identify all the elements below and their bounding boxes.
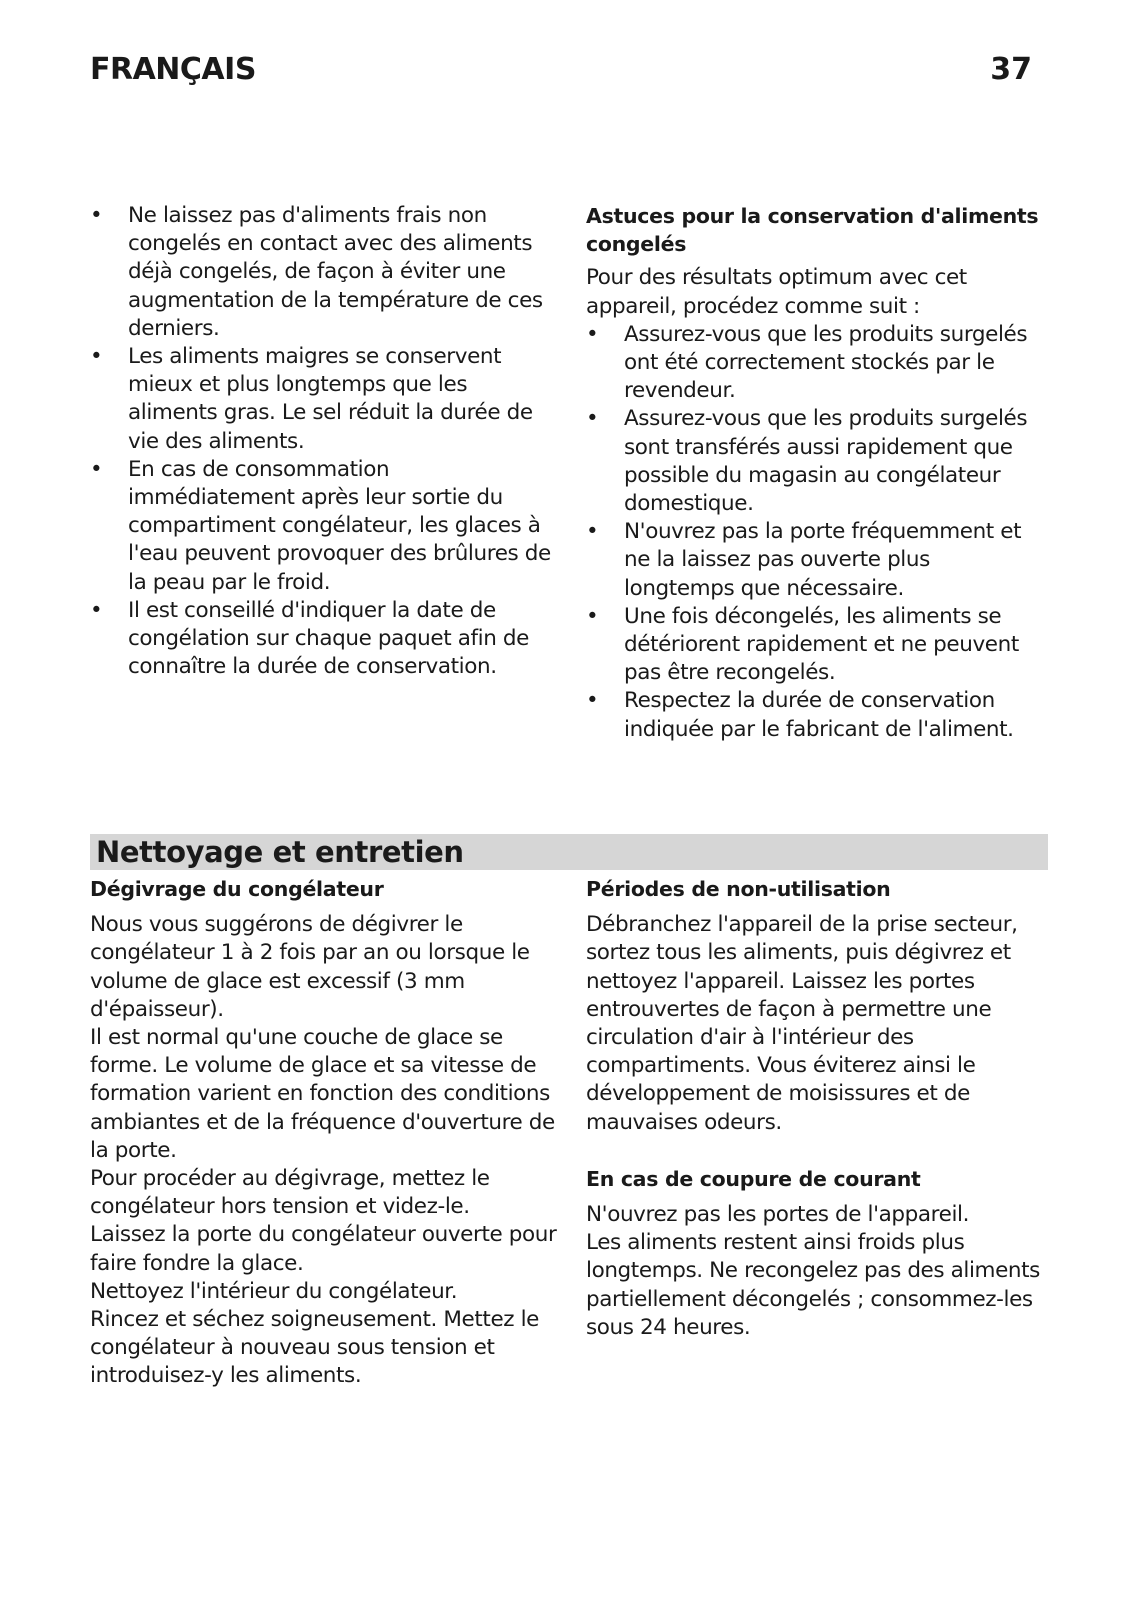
page-number: 37 bbox=[990, 52, 1032, 87]
frozen-food-tips-intro: Pour des résultats optimum avec cet appareil, procédez comme suit : bbox=[586, 265, 967, 319]
bullet-icon: • bbox=[586, 688, 599, 714]
defrost-text: Nous vous suggérons de dégivrer le congélateur 1 à 2 fois par an ou lorsque le volume de glace est excessif (3 mm d'épaisseur). Il est normal qu'une couche de glace se forme. Le volume de glace et sa vitesse de formation varient en fonction des conditions ambiantes et de la fréquence d'ouverture de la porte. Pour procéder au dégivrage, mettez le congélateur hors tension et videz-le. Laissez la porte du congélateur ouverte pour faire fondre la glace. Nettoyez l'intérieur du congélateur. Rincez et séchez soigneusement. Mettez le congélateur à nouveau sous tension et introduisez-y les aliments. bbox=[90, 912, 557, 1389]
spacer bbox=[586, 1137, 1046, 1165]
power-cut-heading: En cas de coupure de courant bbox=[586, 1166, 921, 1191]
defrost-column bbox=[90, 875, 560, 1391]
section-title-bar bbox=[90, 834, 1048, 870]
non-use-column bbox=[586, 875, 1046, 1342]
list-item: • Les aliments maigres se conservent mieux et plus longtemps que les aliments gras. Le sel réduit la durée de vie des aliments. bbox=[90, 344, 533, 454]
bullet-icon: • bbox=[90, 597, 103, 623]
frozen-food-tips-heading: Astuces pour la conservation d'aliments congelés bbox=[586, 204, 1039, 257]
list-item: • Il est conseillé d'indiquer la date de congélation sur chaque paquet afin de connaître la durée de conservation. bbox=[90, 597, 529, 680]
bullet-icon: • bbox=[586, 603, 599, 629]
bullet-icon: • bbox=[90, 203, 103, 228]
non-use-heading: Périodes de non-utilisation bbox=[586, 877, 891, 901]
frozen-food-tips-list bbox=[586, 321, 1046, 744]
language-label: FRANÇAIS bbox=[90, 52, 256, 87]
list-item: • Assurez-vous que les produits surgelés sont transférés aussi rapidement que possible du magasin au congélateur domestique. bbox=[586, 406, 1028, 517]
bullet-icon: • bbox=[586, 519, 599, 545]
power-cut-text: N'ouvrez pas les portes de l'appareil. Les aliments restent ainsi froids plus longtemps. Ne recongelez pas des aliments partiellement décongelés ; consommez-les sous 24 heures. bbox=[586, 1202, 1040, 1340]
section-title: Nettoyage et entretien bbox=[96, 835, 464, 869]
defrost-heading: Dégivrage du congélateur bbox=[90, 877, 384, 901]
page-header bbox=[90, 52, 1032, 96]
list-item: • N'ouvrez pas la porte fréquemment et ne la laissez pas ouverte plus longtemps que nécessaire. bbox=[586, 519, 1022, 601]
bullet-icon: • bbox=[90, 456, 103, 482]
bullet-icon: • bbox=[586, 406, 599, 432]
frozen-food-tips-column bbox=[586, 202, 1046, 744]
list-item: • Une fois décongelés, les aliments se détériorent rapidement et ne peuvent pas être recongelés. bbox=[586, 603, 1019, 686]
non-use-text: Débranchez l'appareil de la prise secteur, sortez tous les aliments, puis dégivrez et nettoyez l'appareil. Laissez les portes entrouvertes de façon à permettre une circulation d'air à l'intérieur des compartiments. Vous éviterez ainsi le développement de moisissures et de mauvaises odeurs. bbox=[586, 912, 1018, 1135]
list-item: • Respectez la durée de conservation indiquée par le fabricant de l'aliment. bbox=[586, 688, 1014, 742]
bullet-icon: • bbox=[586, 321, 599, 347]
freezing-tips-column bbox=[90, 202, 560, 681]
list-item: • Assurez-vous que les produits surgelés ont été correctement stockés par le revendeur. bbox=[586, 321, 1028, 404]
list-item: • Ne laissez pas d'aliments frais non congelés en contact avec des aliments déjà congelés, de façon à éviter une augmentation de la température de ces derniers. bbox=[90, 203, 543, 341]
list-item: • En cas de consommation immédiatement après leur sortie du compartiment congélateur, les glaces à l'eau peuvent provoquer des brûlures de la peau par le froid. bbox=[90, 456, 551, 595]
bullet-icon: • bbox=[90, 344, 103, 370]
freezing-tips-list bbox=[90, 202, 560, 681]
